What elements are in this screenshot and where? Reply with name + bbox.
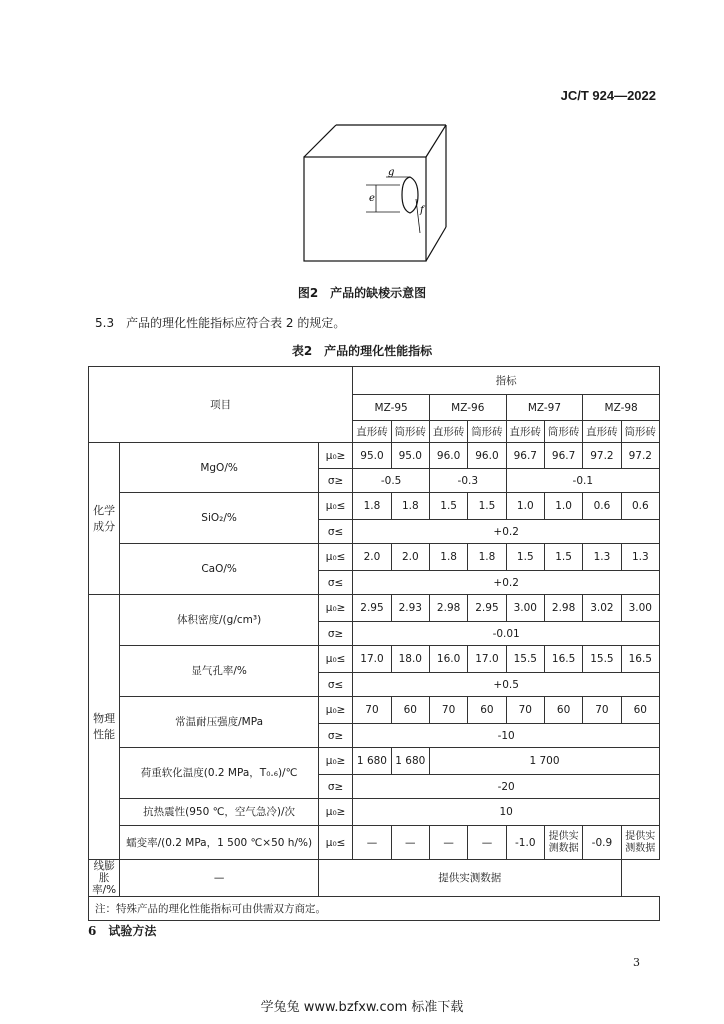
symbol-cell: σ≥	[318, 622, 352, 646]
value-cell: —	[429, 826, 467, 860]
value-cell: 1.0	[544, 493, 582, 520]
value-cell: 0.6	[583, 493, 621, 520]
value-cell: 1 680	[353, 748, 391, 775]
row-expansion-name: 线膨胀率/%	[89, 860, 120, 897]
row-density-name: 体积密度/(g/cm³)	[120, 595, 319, 646]
label-e: e	[369, 193, 375, 204]
shape-cell: 筒形砖	[621, 421, 659, 443]
value-cell: 96.0	[429, 443, 467, 469]
symbol-cell: μ₀≥	[318, 697, 352, 724]
value-cell: 96.7	[544, 443, 582, 469]
value-cell: 1.0	[506, 493, 544, 520]
row-strength-name: 常温耐压强度/MPa	[120, 697, 319, 748]
shape-cell: 筒形砖	[391, 421, 429, 443]
value-cell: 1 700	[429, 748, 659, 775]
symbol-cell: μ₀≤	[318, 544, 352, 571]
value-cell: 95.0	[353, 443, 391, 469]
row-rul-name: 荷重软化温度(0.2 MPa，T₀.₆)/℃	[120, 748, 319, 799]
value-cell: 17.0	[468, 646, 506, 673]
value-cell: 2.98	[429, 595, 467, 622]
value-cell: 2.95	[353, 595, 391, 622]
value-cell: 15.5	[583, 646, 621, 673]
row-creep-name: 蠕变率/(0.2 MPa，1 500 ℃×50 h/%)	[120, 826, 319, 860]
row-sio2-name: SiO₂/%	[120, 493, 319, 544]
value-cell: 1 680	[391, 748, 429, 775]
value-cell: 2.0	[391, 544, 429, 571]
symbol-cell: μ₀≥	[318, 443, 352, 469]
value-cell: 15.5	[506, 646, 544, 673]
clause-number: 5.3	[95, 316, 115, 330]
value-cell: 1.3	[621, 544, 659, 571]
table-caption: 表2 产品的理化性能指标	[291, 344, 433, 358]
value-cell: 95.0	[391, 443, 429, 469]
symbol-cell: μ₀≥	[318, 748, 352, 775]
sd-cell: -0.3	[429, 469, 506, 493]
value-cell: 提供实测数据	[621, 826, 659, 860]
value-cell: 97.2	[583, 443, 621, 469]
value-cell: 18.0	[391, 646, 429, 673]
value-cell: —	[353, 826, 391, 860]
value-cell: 16.5	[544, 646, 582, 673]
value-cell: 97.2	[621, 443, 659, 469]
value-cell: 2.98	[544, 595, 582, 622]
standard-code: JC/T 924—2022	[560, 88, 656, 103]
chipped-edge-figure	[290, 115, 450, 265]
properties-table	[88, 366, 660, 921]
value-cell: 提供实测数据	[318, 860, 621, 897]
figure-caption: 图2 产品的缺棱示意图	[297, 286, 427, 300]
symbol-cell: σ≥	[318, 724, 352, 748]
value-cell: 16.5	[621, 646, 659, 673]
value-cell: 2.0	[353, 544, 391, 571]
sd-cell: -20	[353, 775, 660, 799]
table-note: 注：特殊产品的理化性能指标可由供需双方商定。	[89, 897, 660, 921]
value-cell: 16.0	[429, 646, 467, 673]
page-number: 3	[633, 956, 640, 969]
shape-cell: 直形砖	[429, 421, 467, 443]
sd-cell: +0.2	[353, 520, 660, 544]
sd-cell: -0.01	[353, 622, 660, 646]
symbol-cell: σ≤	[318, 673, 352, 697]
value-cell: 70	[353, 697, 391, 724]
value-cell: 1.8	[391, 493, 429, 520]
label-g: g	[388, 167, 395, 178]
value-cell: 提供实测数据	[544, 826, 582, 860]
value-cell: —	[391, 826, 429, 860]
sd-cell: -0.1	[506, 469, 659, 493]
symbol-cell: σ≥	[318, 775, 352, 799]
value-cell: 70	[429, 697, 467, 724]
symbol-cell: σ≤	[318, 520, 352, 544]
section-6-heading	[88, 922, 156, 939]
row-porosity-name: 显气孔率/%	[120, 646, 319, 697]
site-footer: 学兔兔 www.bzfxw.com 标准下载	[260, 1000, 464, 1015]
symbol-cell: μ₀≥	[318, 595, 352, 622]
row-mgo-name: MgO/%	[120, 443, 319, 493]
value-cell: 2.95	[468, 595, 506, 622]
group-physical: 物理性能	[89, 595, 120, 860]
symbol-cell: μ₀≤	[318, 493, 352, 520]
sd-cell: +0.5	[353, 673, 660, 697]
value-cell: 60	[391, 697, 429, 724]
symbol-cell: μ₀≤	[318, 826, 352, 860]
section-number: 6	[88, 924, 97, 938]
group-chemical: 化学成分	[89, 443, 120, 595]
shape-cell: 直形砖	[506, 421, 544, 443]
section-title: 试验方法	[108, 924, 157, 938]
grade-mz95: MZ-95	[353, 395, 430, 421]
value-cell: 60	[621, 697, 659, 724]
clause-text: 产品的理化性能指标应符合表 2 的规定。	[126, 316, 346, 330]
symbol-cell: μ₀≥	[318, 799, 352, 826]
value-cell: —	[468, 826, 506, 860]
value-cell: -0.9	[583, 826, 621, 860]
value-cell: 1.5	[544, 544, 582, 571]
value-cell: 1.8	[353, 493, 391, 520]
sd-cell: +0.2	[353, 571, 660, 595]
value-cell: 1.5	[506, 544, 544, 571]
label-f: f	[420, 205, 424, 216]
value-cell: 3.00	[621, 595, 659, 622]
value-cell: 1.5	[468, 493, 506, 520]
value-cell: 0.6	[621, 493, 659, 520]
symbol-cell: μ₀≤	[318, 646, 352, 673]
value-cell: 70	[583, 697, 621, 724]
shape-cell: 直形砖	[583, 421, 621, 443]
row-thermal-name: 抗热震性(950 ℃，空气急冷)/次	[120, 799, 319, 826]
value-cell: 3.02	[583, 595, 621, 622]
header-indicator: 指标	[353, 367, 660, 395]
symbol-cell: —	[120, 860, 319, 897]
value-cell: 1.5	[429, 493, 467, 520]
grade-mz98: MZ-98	[583, 395, 660, 421]
value-cell: 1.8	[468, 544, 506, 571]
value-cell: 3.00	[506, 595, 544, 622]
shape-cell: 筒形砖	[544, 421, 582, 443]
value-cell: 17.0	[353, 646, 391, 673]
grade-mz97: MZ-97	[506, 395, 583, 421]
symbol-cell: σ≥	[318, 469, 352, 493]
value-cell: 60	[468, 697, 506, 724]
value-cell: 96.0	[468, 443, 506, 469]
row-cao-name: CaO/%	[120, 544, 319, 595]
clause-5-3	[95, 314, 345, 331]
value-cell: 96.7	[506, 443, 544, 469]
header-item: 项目	[89, 367, 353, 443]
sd-cell: -10	[353, 724, 660, 748]
shape-cell: 筒形砖	[468, 421, 506, 443]
value-cell: 60	[544, 697, 582, 724]
shape-cell: 直形砖	[353, 421, 391, 443]
grade-mz96: MZ-96	[429, 395, 506, 421]
value-cell: 1.3	[583, 544, 621, 571]
value-cell: 1.8	[429, 544, 467, 571]
value-cell: 70	[506, 697, 544, 724]
value-cell: -1.0	[506, 826, 544, 860]
value-cell: 2.93	[391, 595, 429, 622]
sd-cell: -0.5	[353, 469, 430, 493]
value-cell: 10	[353, 799, 660, 826]
symbol-cell: σ≤	[318, 571, 352, 595]
